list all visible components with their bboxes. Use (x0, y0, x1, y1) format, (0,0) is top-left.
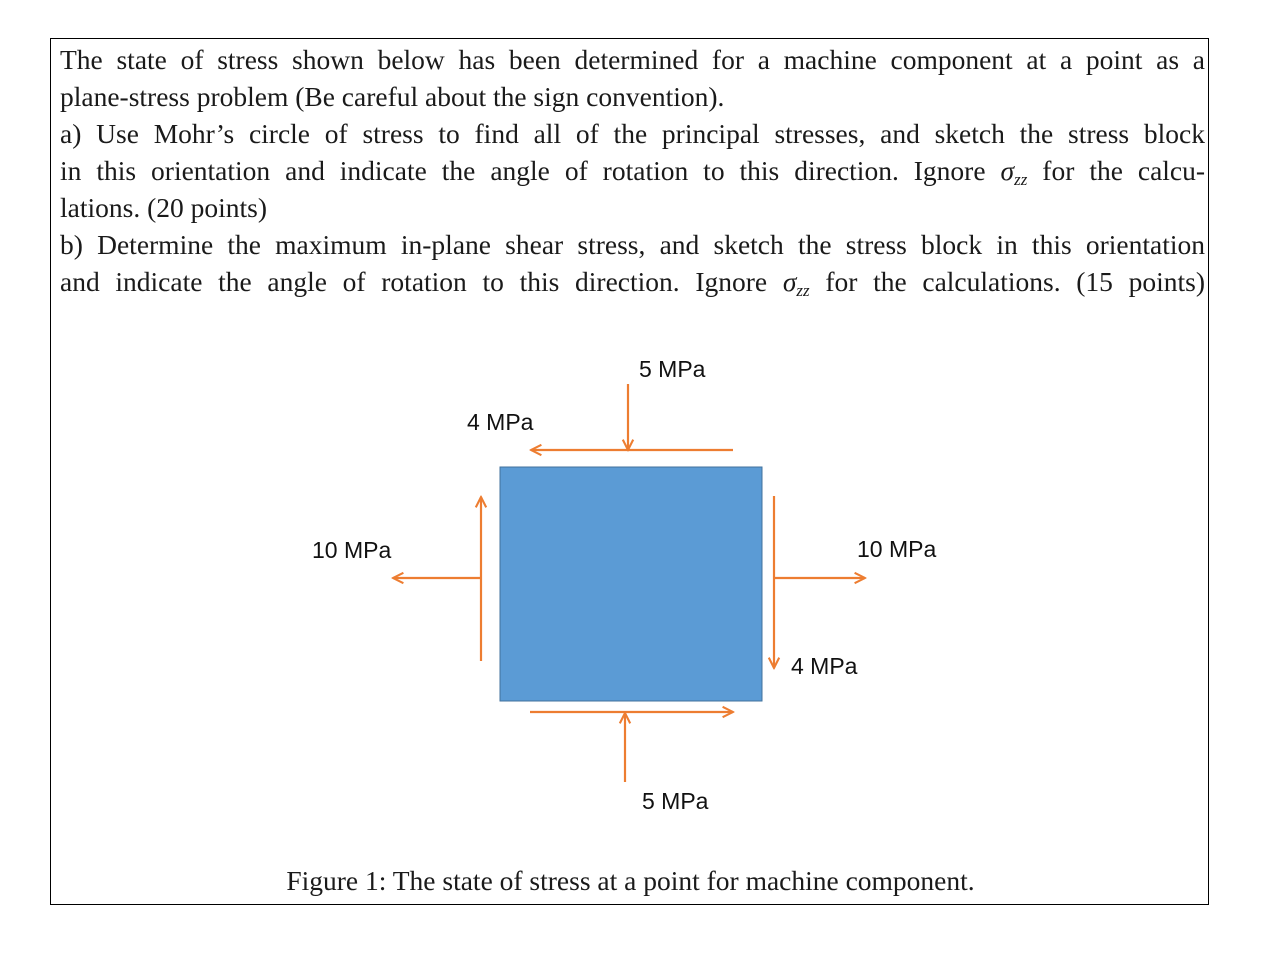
problem-part-b-line-2-text: and indicate the angle of rotation to this direction. Ignore (60, 266, 768, 297)
problem-line-2: plane-stress problem (Be careful about the sign convention). (60, 81, 725, 112)
left-normal-stress-label: 10 MPa (312, 537, 392, 563)
problem-frame (50, 38, 1209, 905)
problem-part-a-line-2-tail: for the calcu- (1042, 155, 1206, 186)
top-shear-stress-label: 4 MPa (467, 409, 534, 435)
sigma-zz-symbol: $\sigma_{zz}$ (1000, 155, 1028, 189)
bottom-normal-stress-label: 5 MPa (642, 788, 709, 814)
problem-part-b-line-2-tail: for the calculations. (15 points) (825, 266, 1206, 297)
problem-line-1: The state of stress shown below has been determined for a machine component at a point as a (60, 44, 1205, 75)
sigma-zz-symbol: $\sigma_{zz}$ (782, 266, 810, 300)
stress-element-diagram (51, 39, 1210, 906)
problem-part-b-line-1: b) Determine the maximum in-plane shear stress, and sketch the stress block in this orientation (60, 229, 1205, 260)
right-shear-stress-label: 4 MPa (791, 653, 858, 679)
right-normal-stress-label: 10 MPa (857, 536, 937, 562)
top-normal-stress-label: 5 MPa (639, 356, 706, 382)
problem-part-a-line-1: a) Use Mohr’s circle of stress to find all of the principal stresses, and sketch the stress block (60, 118, 1205, 149)
figure-caption: Figure 1: The state of stress at a point for machine component. (286, 865, 975, 896)
problem-part-a-line-2-text: in this orientation and indicate the angle of rotation to this direction. Ignore (60, 155, 986, 186)
stress-block (500, 467, 762, 701)
problem-part-a-line-3: lations. (20 points) (60, 192, 268, 223)
